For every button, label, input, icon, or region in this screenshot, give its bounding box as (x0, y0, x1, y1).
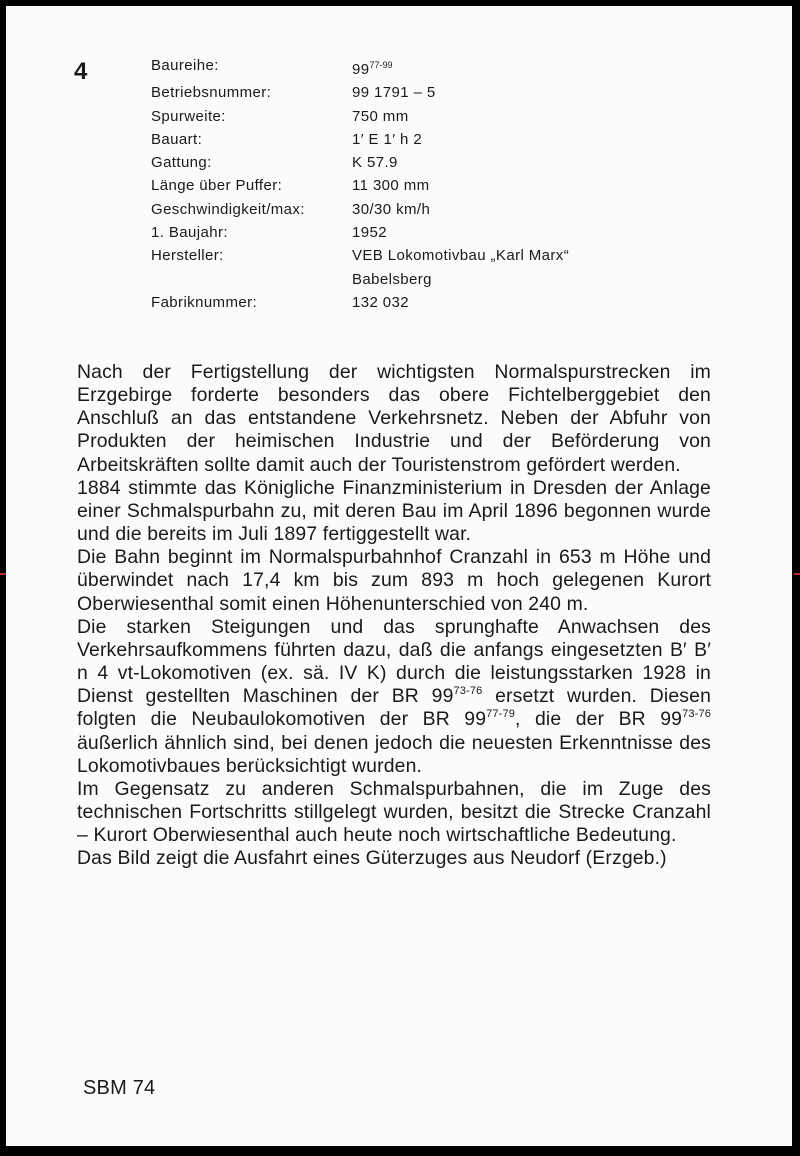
superscript: 73-76 (453, 685, 483, 698)
spec-row-spurweite (151, 105, 569, 128)
spec-value: Babelsberg (352, 270, 432, 288)
spec-value: 11 300 mm (352, 177, 430, 195)
superscript: 77-79 (486, 708, 516, 721)
spec-label (151, 268, 352, 291)
right-edge-mark (794, 573, 800, 575)
spec-row-laenge (151, 174, 569, 197)
spec-label: Fabriknummer: (151, 293, 258, 311)
spec-value: 1952 (352, 224, 387, 242)
spec-value-main: 99 (352, 61, 370, 78)
card-number: 4 (74, 58, 88, 85)
paragraph-history: 1884 stimmte das Königliche Finanzministerium in Dresden der Anlage einer Schmalspurbahn zu, mit deren Bau im April 1896 begonnen wurde und die bereits im Juli 1897 fertiggestellt war. (77, 476, 711, 546)
spec-row-hersteller (151, 244, 569, 267)
spec-label: Bauart: (151, 130, 203, 148)
postcard-back (6, 6, 792, 1146)
spec-value: VEB Lokomotivbau „Karl Marx“ (352, 247, 570, 265)
spec-label: Baureihe: (151, 57, 219, 74)
spec-row-baureihe (151, 54, 569, 81)
series-code: SBM 74 (83, 1077, 156, 1099)
spec-value: 99 1791 – 5 (352, 84, 436, 102)
spec-value: 750 mm (352, 107, 409, 125)
spec-value-superscript: 77-99 (369, 60, 393, 70)
text-segment: , die der BR 99 (515, 708, 683, 731)
spec-label: Betriebsnummer: (151, 84, 272, 102)
spec-label: Länge über Puffer: (151, 177, 283, 195)
paragraph-route: Die Bahn beginnt im Normalspurbahnhof Cranzahl in 653 m Höhe und überwindet nach 17,4 km bis zum 893 m hoch gelegenen Kurort Oberwiesenthal somit einen Höhenunterschied von 240 m. (77, 546, 711, 615)
spec-row-betriebsnummer (151, 81, 569, 104)
paragraph-intro: Nach der Fertigstellung der wichtigsten Normalspurstrecken im Erzgebirge forderte besonders das obere Fichtelberggebiet den Anschluß an das entstandene Verkehrsnetz. Neben der Abfuhr von Produkten der heimischen Industrie und der Beförderung von Arbeitskräften sollte damit auch der Touristenstrom gefördert werden. (77, 361, 711, 476)
paragraph-caption: Das Bild zeigt die Ausfahrt eines Güterzuges aus Neudorf (Erzgeb.) (77, 847, 667, 870)
text-segment: ersetzt wurden. Diesen folgten die Neubaulokomotiven der BR 99 (77, 685, 711, 731)
description-text (77, 361, 711, 870)
paragraph-significance: Im Gegensatz zu anderen Schmalspurbahnen, die im Zuge des technischen Fortschritts stillgelegt wurden, besitzt die Strecke Cranzahl – Kurort Oberwiesenthal auch heute noch wirtschaftliche Bedeutung. (77, 777, 711, 847)
spec-label: Hersteller: (151, 247, 224, 265)
text-segment: äußerlich ähnlich sind, bei denen jedoch die neuesten Erkenntnisse des Lokomotivbaues berücksichtigt wurden. (77, 731, 711, 777)
spec-label: Spurweite: (151, 107, 226, 125)
spec-value (352, 54, 393, 81)
text-segment: Die starken Steigungen und das sprunghafte Anwachsen des Verkehrsaufkommens führten dazu, daß die anfangs eingesetzten B′ B′ n 4 vt-Lokomotiven (ex. sä. IV K) durch die leistungsstarken 1928 in Dienst gestellten Maschinen der BR 99 (77, 615, 711, 708)
superscript: 73-76 (682, 708, 712, 721)
paragraph-locomotives (77, 616, 711, 778)
spec-row-bauart (151, 128, 569, 151)
spec-value: K 57.9 (352, 154, 398, 172)
spec-table (151, 54, 569, 314)
spec-row-gattung (151, 151, 569, 174)
spec-row-baujahr (151, 221, 569, 244)
spec-row-geschwindigkeit (151, 198, 569, 221)
spec-label: Gattung: (151, 154, 212, 172)
spec-value: 30/30 km/h (352, 200, 431, 218)
left-edge-mark (0, 573, 6, 575)
spec-value: 132 032 (352, 293, 410, 311)
spec-label: Geschwindigkeit/max: (151, 200, 305, 218)
spec-label: 1. Baujahr: (151, 224, 228, 242)
spec-value: 1′ E 1′ h 2 (352, 130, 423, 148)
spec-row-fabriknummer (151, 291, 569, 314)
spec-row-hersteller-cont (151, 268, 569, 291)
